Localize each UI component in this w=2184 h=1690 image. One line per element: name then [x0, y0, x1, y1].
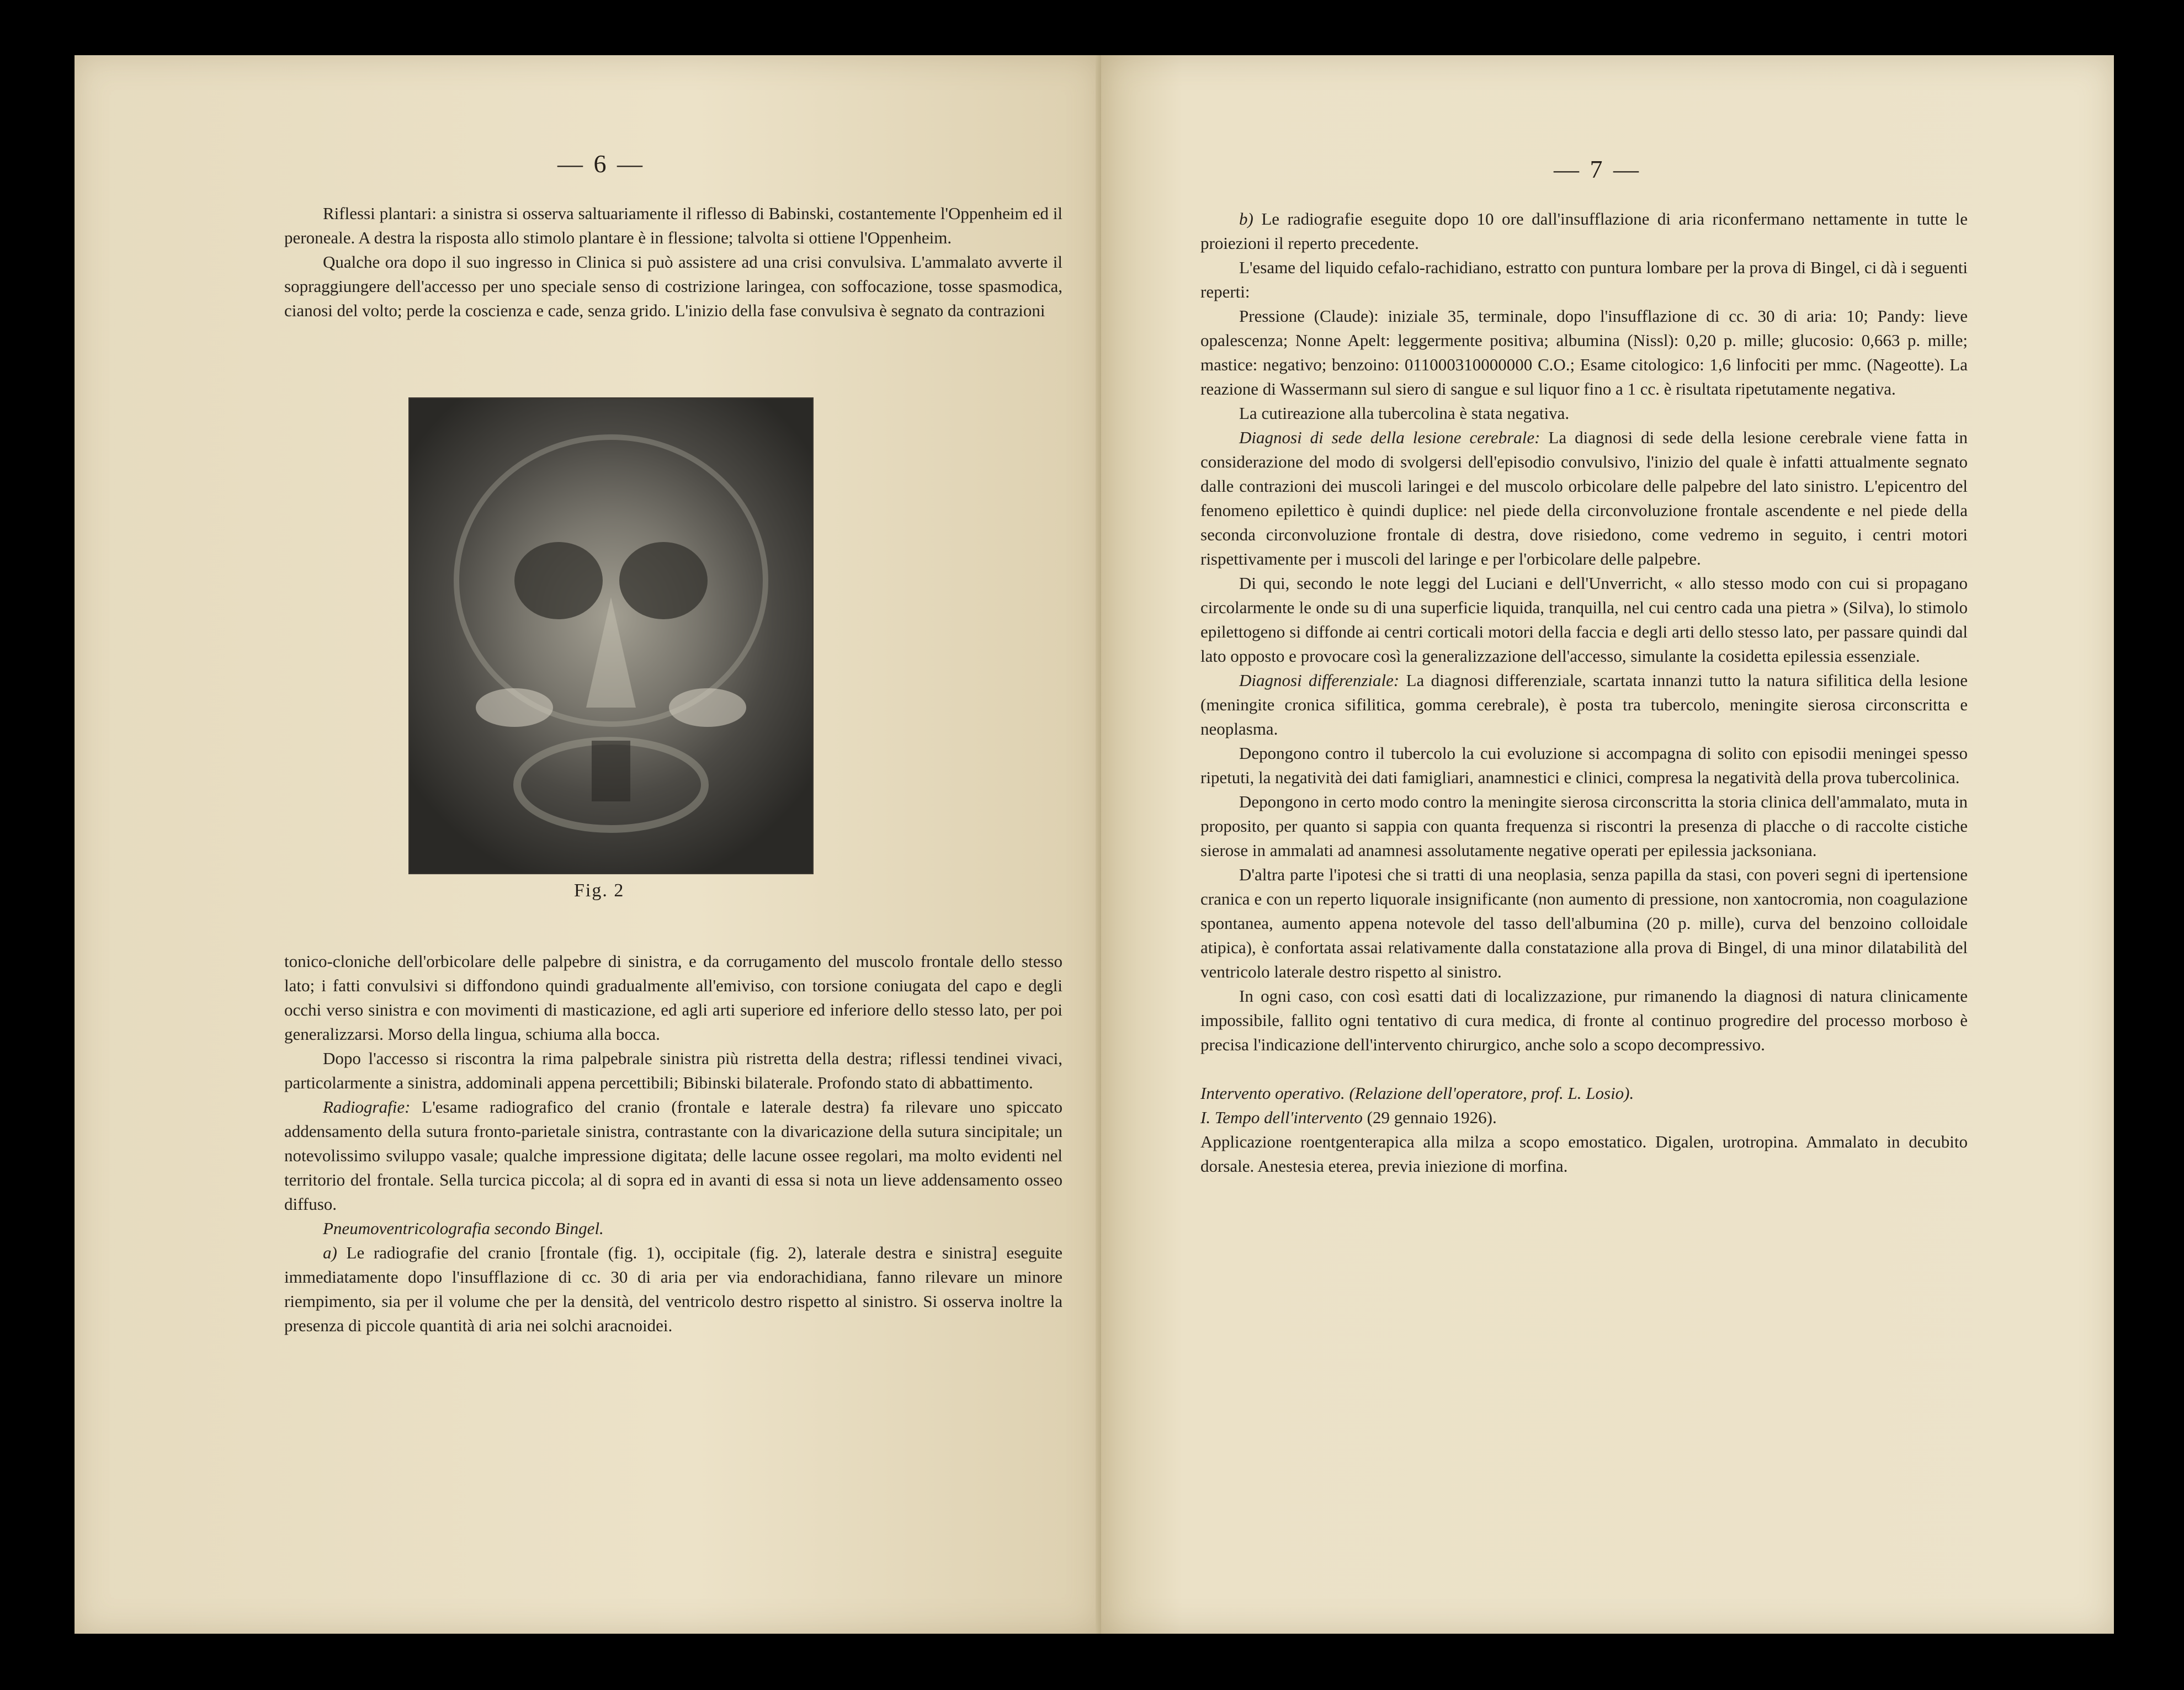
paragraph: Di qui, secondo le note leggi del Luciani e dell'Unverricht, « allo stesso modo con cui si propagano circolarmente le onde su di una superficie liquida, tranquilla, nel cui centro cada una pietra » (Silva), lo stimolo epilettogeno si diffonde ai centri corticali motori della faccia e degli arti dello stesso lato, per passare quindi dal lato opposto e provocare così la generalizzazione dell'accesso, simulante la cosidetta epilessia essenziale. [1200, 573, 1968, 666]
paragraph-label: a) [323, 1243, 337, 1262]
paragraph-label: Diagnosi differenziale: [1239, 671, 1400, 690]
section-heading: Intervento operativo. (Relazione dell'operatore, prof. L. Losio). [1200, 1083, 1634, 1103]
paragraph-label: Radiografie: [323, 1097, 411, 1117]
paragraph: b) Le radiografie eseguite dopo 10 ore dall'insufflazione di aria riconfermano nettamente in tutte le proiezioni il reperto precedente. [1200, 209, 1968, 253]
left-page [75, 55, 1101, 1634]
paragraph: Riflessi plantari: a sinistra si osserva saltuariamente il riflesso di Babinski, costantemente l'Oppenheim ed il peroneale. A destra la risposta allo stimolo plantare è in flessione; talvolta si ottiene l'Oppenheim. [284, 204, 1062, 247]
paragraph: Radiografie: L'esame radiografico del cranio (frontale e laterale destra) fa rilevare uno spiccato addensamento della sutura fronto-parietale sinistra, contrastante con la divaricazione della sutura sincipitale; un notevolissimo sviluppo vasale; qualche impressione digitata; delle lacune ossee regolari, ma molto evidenti nel territorio del frontale. Sella turcica piccola; al di sopra ed in avanti di essa si nota un lieve addensamento osseo diffuso. [284, 1097, 1062, 1214]
section-heading: Pneumoventricolografia secondo Bingel. [323, 1219, 604, 1238]
paragraph: La cutireazione alla tubercolina è stata negativa. [1239, 403, 1570, 423]
paragraph: Diagnosi di sede della lesione cerebrale: La diagnosi di sede della lesione cerebrale viene fatta in considerazione del modo di svolgersi dell'episodio convulsivo, l'inizio del quale è infatti attualmente segnato dalle contrazioni dei muscoli laringei e del muscolo orbicolare delle palpebre del lato sinistro. L'epicentro del fenomeno epilettico è quindi duplice: nel piede della circonvoluzione frontale ascendente e nel piede della seconda circonvoluzione frontale di destra, dove risiedono, come vedremo in seguito, i centri motori rispettivamente per i muscoli del laringe e per l'orbicolare delle palpebre. [1200, 428, 1968, 568]
paragraph: Dopo l'accesso si riscontra la rima palpebrale sinistra più ristretta della destra; riflessi tendinei vivaci, particolarmente a sinistra, addominali appena percettibili; Bibinski bilaterale. Profondo stato di abbattimento. [284, 1049, 1062, 1092]
paragraph-label: b) [1239, 209, 1253, 228]
paragraph: tonico-cloniche dell'orbicolare delle palpebre di sinistra, e da corrugamento del muscolo frontale dello stesso lato; i fatti convulsivi si diffondono quindi gradualmente all'emiviso, con torsione coniugata del capo e degli occhi verso sinistra e con movimenti di masticazione, ed agli arti superiore ed inferiore dello stesso lato, per poi generalizzarsi. Morso della lingua, schiuma alla bocca. [284, 952, 1062, 1044]
text-block-top [284, 201, 1062, 323]
paragraph: D'altra parte l'ipotesi che si tratti di una neoplasia, senza papilla da stasi, con poveri segni di ipertensione cranica e con un reperto liquorale insignificante (non aumento di pressione, non xantocromia, non coagulazione spontanea, aumento appena notevole del tasso dell'albumina (20 p. mille), curva del benzoino colloidale atipica), è confortata assai relativamente dalla constatazione alla prova di Bingel, di una minor dilatabilità del ventricolo laterale destro rispetto al sinistro. [1200, 865, 1968, 981]
paragraph: Diagnosi differenziale: La diagnosi differenziale, scartata innanzi tutto la natura sifilitica della lesione (meningite cronica sifilitica, gomma cerebrale), è posta tra tubercolo, meningite sierosa circonscritta e neoplasma. [1200, 671, 1968, 738]
paragraph: Depongono contro il tubercolo la cui evoluzione si accompagna di solito con episodii meningei spesso ripetuti, la negatività dei dati famigliari, anamnestici e clinici, compresa la negatività della prova tubercolinica. [1200, 743, 1968, 787]
page-number: — 7 — [1554, 155, 1641, 183]
paragraph: In ogni caso, con così esatti dati di localizzazione, pur rimanendo la diagnosi di natura clinicamente impossibile, fallito ogni tentativo di cura medica, di fronte al continuo progredire del processo morboso è precisa l'indicazione dell'intervento chirurgico, anche solo a scopo decompressivo. [1200, 986, 1968, 1054]
paragraph-label: Diagnosi di sede della lesione cerebrale: [1239, 428, 1540, 447]
paragraph: Depongono in certo modo contro la meningite sierosa circonscritta la storia clinica dell'ammalato, muta in proposito, per quanto si sappia con quanta frequenza si riscontri la presenza di placche o di raccolte cistiche sierose in ammalati ad anamnesi assolutamente negative operati per epilessia jacksoniana. [1200, 792, 1968, 860]
skull-xray-image [410, 398, 812, 873]
paragraph: L'esame del liquido cefalo-rachidiano, estratto con puntura lombare per la prova di Bingel, ci dà i seguenti reperti: [1200, 258, 1968, 301]
paragraph: Qualche ora dopo il suo ingresso in Clinica si può assistere ad una crisi convulsiva. L'ammalato avverte il sopraggiungere dell'accesso per uno speciale senso di costrizione laringea, con soffocazione, tosse spasmodica, cianosi del volto; perde la coscienza e cade, senza grido. L'inizio della fase convulsiva è segnato da contrazioni [284, 252, 1062, 320]
text-block-bottom [284, 949, 1062, 1338]
skull-radiograph-figure [408, 397, 814, 874]
right-page [1101, 55, 2114, 1634]
paragraph: Applicazione roentgenterapica alla milza a scopo emostatico. Digalen, urotropina. Ammalato in decubito dorsale. Anestesia eterea, previa iniezione di morfina. [1200, 1132, 1968, 1176]
paragraph: a) Le radiografie del cranio [frontale (fig. 1), occipitale (fig. 2), laterale destra e sinistra] eseguite immediatamente dopo l'insufflazione di cc. 30 di aria per via endorachidiana, fanno rilevare un minore riempimento, sia per il volume che per la densità, del ventricolo destro rispetto al sinistro. Si osserva inoltre la presenza di piccole quantità di aria nei solchi aracnoidei. [284, 1243, 1062, 1335]
page-number: — 6 — [557, 150, 645, 178]
section-subheading: I. Tempo dell'intervento (29 gennaio 1926). [1200, 1108, 1497, 1127]
paragraph: Pressione (Claude): iniziale 35, terminale, dopo l'insufflazione di cc. 30 di aria: 10; Pandy: lieve opalescenza; Nonne Apelt: leggermente positiva; albumina (Nissl): 0,20 p. mille; glucosio: 0,663 p. mille; mastice: negativo; benzoino: 011000310000000 C.O.; Esame citologico: 1,6 linfociti per mmc. (Nageotte). La reazione di Wassermann sul siero di sangue e sul liquor fino a 1 cc. è risultata ripetutamente negativa. [1200, 306, 1968, 398]
text-block [1200, 207, 1968, 1178]
figure-caption: Fig. 2 [574, 880, 625, 901]
